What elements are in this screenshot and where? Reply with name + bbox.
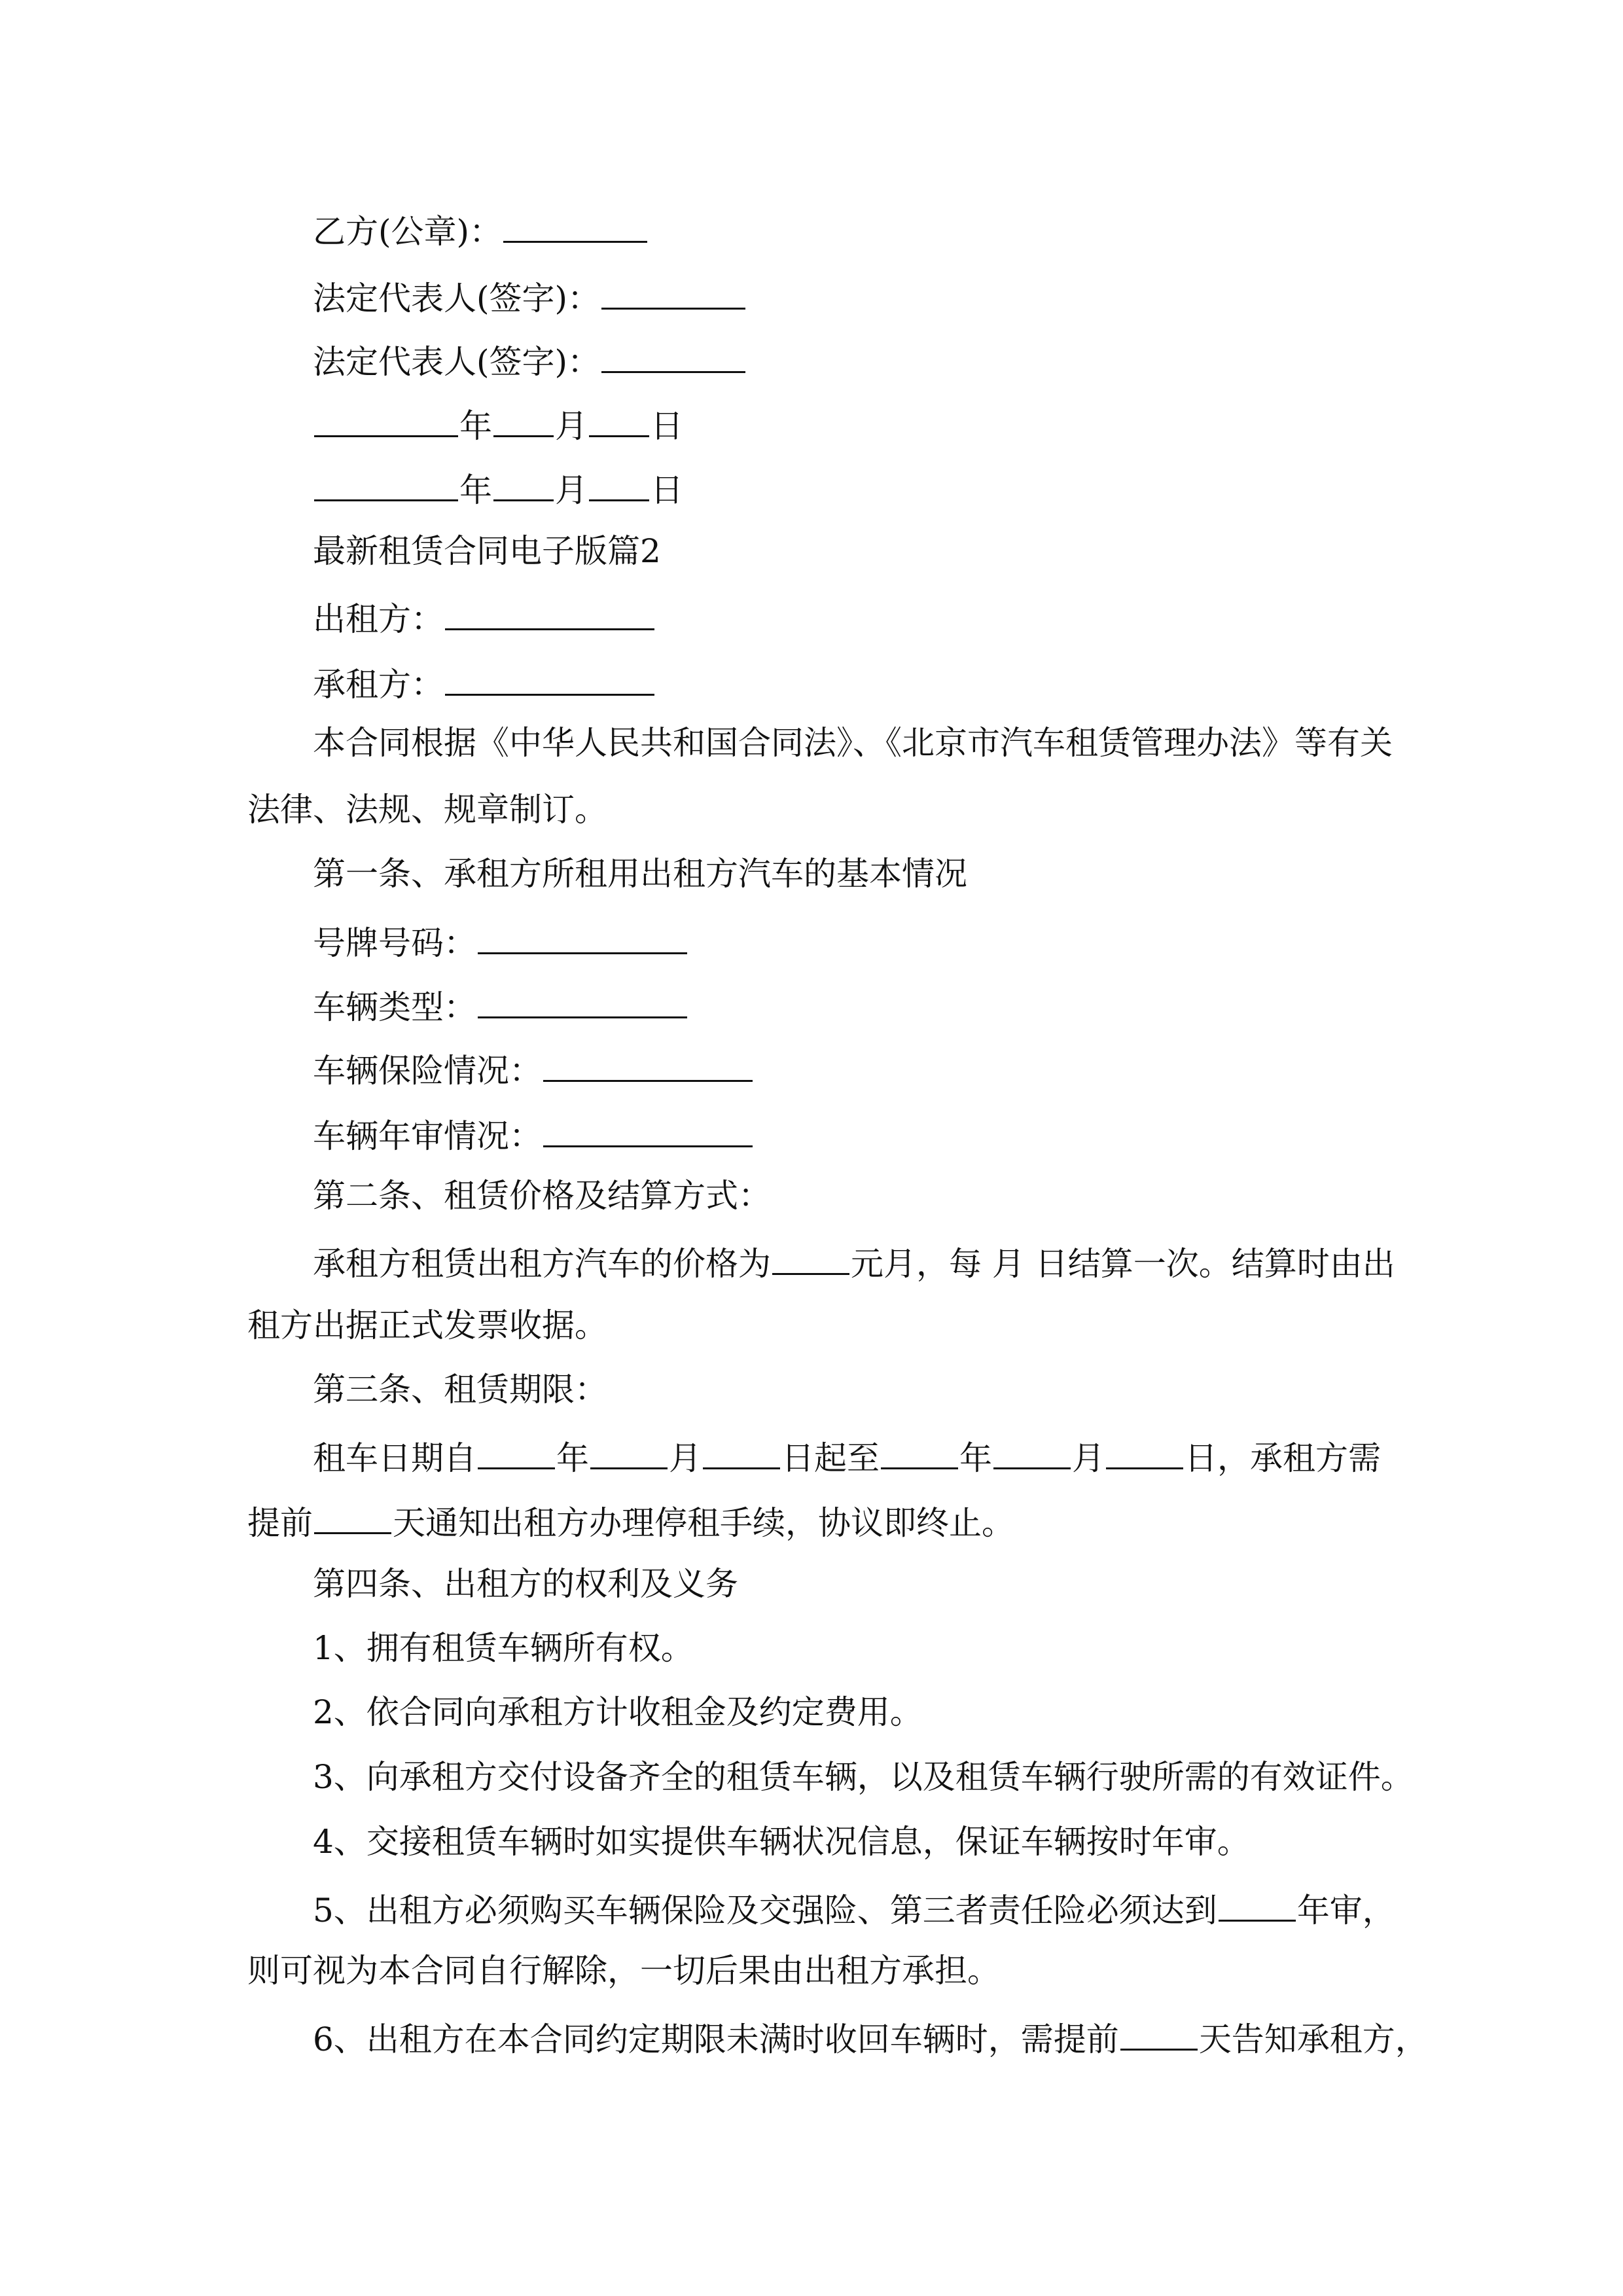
plate-number-line xyxy=(313,923,688,960)
notify-lessee-text: 天告知承租方， xyxy=(1198,2020,1428,2058)
lease-period-line-2 xyxy=(247,1503,1014,1542)
start-year-blank xyxy=(478,1438,555,1469)
article3-title: 第三条、租赁期限： xyxy=(313,1371,607,1408)
vehicle-type-blank xyxy=(478,987,687,1018)
year-blank xyxy=(314,470,458,501)
lessor-line xyxy=(313,599,656,636)
article4-item-4: 4、交接租赁车辆时如实提供车辆状况信息，保证车辆按时年审。 xyxy=(313,1823,1250,1861)
end-year-blank xyxy=(881,1438,958,1469)
legal-rep-label-2: 法定代表人(签字)： xyxy=(313,343,601,381)
insurance-line xyxy=(313,1050,754,1090)
article4-item-5-line-1 xyxy=(313,1890,1395,1927)
lessee-blank xyxy=(445,664,654,696)
month-unit: 月 xyxy=(669,1439,702,1477)
plate-number-blank xyxy=(478,923,687,954)
article4-item-5-line-2: 则可视为本合同自行解除，一切后果由出租方承担。 xyxy=(247,1952,1000,1990)
day-blank xyxy=(589,406,649,437)
end-month-blank xyxy=(993,1438,1071,1469)
price-blank xyxy=(772,1244,849,1275)
section-title: 最新租赁合同电子版篇2 xyxy=(313,532,661,570)
seal-party-b-label: 乙方(公章)： xyxy=(313,213,503,251)
lease-end-text: 日起至 xyxy=(781,1439,880,1477)
start-day-blank xyxy=(703,1438,780,1469)
recall-days-blank xyxy=(1120,2019,1198,2051)
year-unit: 年 xyxy=(459,471,492,509)
vehicle-type-label: 车辆类型： xyxy=(313,988,476,1026)
year-unit: 年 xyxy=(459,407,492,445)
day-unit: 日 xyxy=(651,471,683,509)
inspection-label: 车辆年审情况： xyxy=(313,1117,542,1155)
intro-line-1: 本合同根据《中华人民共和国合同法》、《北京市汽车租赁管理办法》等有关 xyxy=(313,724,1393,762)
inspection-unit-text: 年审， xyxy=(1296,1892,1395,1929)
day-blank xyxy=(589,470,649,501)
day-unit: 日 xyxy=(651,407,683,445)
month-unit: 月 xyxy=(555,407,588,445)
legal-rep-line-1 xyxy=(313,278,747,315)
article2-para-line-2: 租方出据正式发票收据。 xyxy=(247,1306,607,1344)
legal-rep-line-2 xyxy=(313,342,747,381)
article4-item-2: 2、依合同向承租方计收租金及约定费用。 xyxy=(313,1693,923,1731)
article1-title: 第一条、承租方所租用出租方汽车的基本情况 xyxy=(313,855,967,893)
inspection-years-blank xyxy=(1219,1890,1296,1922)
lessee-label: 承租方： xyxy=(313,666,444,704)
advance-text: 提前 xyxy=(247,1504,313,1542)
lessor-blank xyxy=(445,599,654,630)
termination-text: 天通知出租方办理停租手续，协议即终止。 xyxy=(393,1504,1014,1542)
notice-days-blank xyxy=(314,1503,391,1534)
settlement-text: 元月，每 月 日结算一次。结算时由出 xyxy=(851,1245,1395,1283)
month-unit: 月 xyxy=(555,471,588,509)
date-line-1 xyxy=(313,406,683,445)
lease-start-text: 租车日期自 xyxy=(313,1439,476,1477)
inspection-blank xyxy=(543,1116,753,1147)
inspection-line xyxy=(313,1116,754,1153)
insurance-label: 车辆保险情况： xyxy=(313,1052,542,1090)
lease-period-line-1 xyxy=(313,1438,1381,1475)
legal-rep-label-1: 法定代表人(签字)： xyxy=(313,279,601,317)
start-month-blank xyxy=(590,1438,668,1469)
seal-party-b-line xyxy=(313,211,649,251)
year-unit: 年 xyxy=(959,1439,992,1477)
lessee-notice-text: 日，承租方需 xyxy=(1185,1439,1381,1477)
insurance-requirement-text: 5、出租方必须购买车辆保险及交强险、第三者责任险必须达到 xyxy=(313,1892,1217,1929)
early-recall-text: 6、出租方在本合同约定期限未满时收回车辆时，需提前 xyxy=(313,2020,1119,2058)
lessor-label: 出租方： xyxy=(313,600,444,638)
insurance-blank xyxy=(543,1050,753,1082)
legal-rep-blank-2 xyxy=(601,342,745,373)
end-day-blank xyxy=(1106,1438,1183,1469)
seal-party-b-blank xyxy=(503,211,647,243)
vehicle-type-line xyxy=(313,987,688,1024)
article2-title: 第二条、租赁价格及结算方式： xyxy=(313,1177,771,1215)
year-unit: 年 xyxy=(556,1439,589,1477)
month-blank xyxy=(493,406,554,437)
month-unit: 月 xyxy=(1072,1439,1105,1477)
legal-rep-blank-1 xyxy=(601,278,745,310)
article4-item-3: 3、向承租方交付设备齐全的租赁车辆，以及租赁车辆行驶所需的有效证件。 xyxy=(313,1758,1414,1796)
intro-line-2: 法律、法规、规章制订。 xyxy=(247,791,607,829)
plate-number-label: 号牌号码： xyxy=(313,924,476,962)
month-blank xyxy=(493,470,554,501)
article2-para-line-1 xyxy=(313,1244,1395,1283)
article4-title: 第四条、出租方的权利及义务 xyxy=(313,1565,738,1603)
date-line-2 xyxy=(313,470,683,507)
article4-item-6 xyxy=(313,2019,1428,2056)
year-blank xyxy=(314,406,458,437)
price-text: 承租方租赁出租方汽车的价格为 xyxy=(313,1245,771,1283)
lessee-line xyxy=(313,664,656,704)
article4-item-1: 1、拥有租赁车辆所有权。 xyxy=(313,1629,694,1667)
